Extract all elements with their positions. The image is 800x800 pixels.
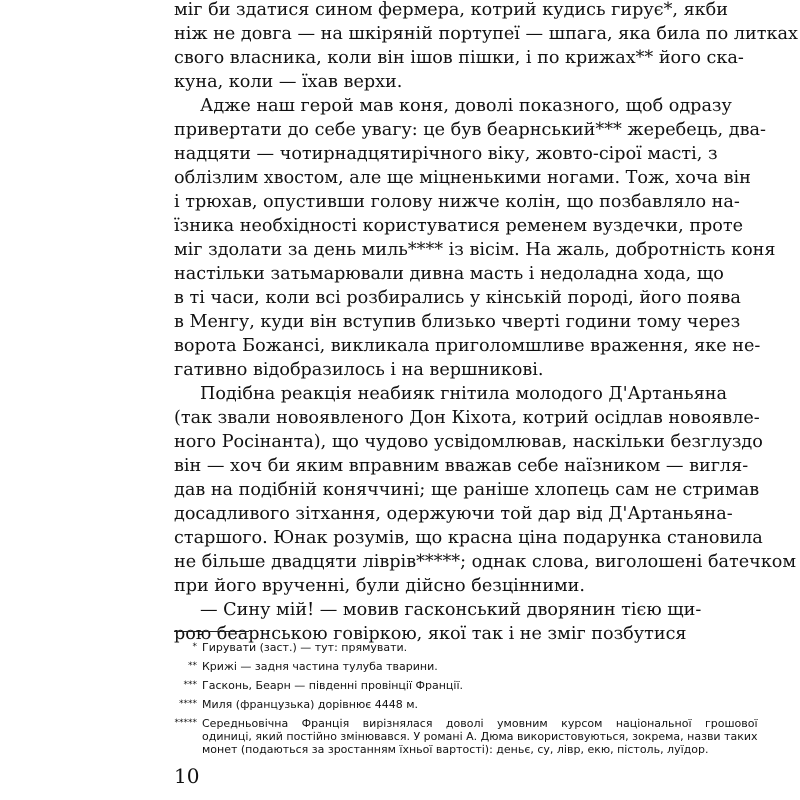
text-line: дав на подібній коняччині; ще раніше хлопець сам не стримав xyxy=(174,480,760,500)
text-line: рою беарнською говіркою, якої так і не зміг позбутися xyxy=(174,624,687,644)
text-line: при його врученні, були дійсно безцінними. xyxy=(174,576,585,596)
footnote-mark: ***** xyxy=(174,718,197,728)
text-line: ворота Божансі, викликала приголомшливе враження, яке не- xyxy=(174,336,761,356)
footnote-mark: *** xyxy=(183,680,197,690)
paragraph xyxy=(174,0,798,94)
text-line: в Менгу, куди він вступив близько чверті години тому через xyxy=(174,312,741,332)
text-line: свого власника, коли він ішов пішки, і по крижах** його ска- xyxy=(174,48,744,68)
paragraph xyxy=(174,382,797,598)
footnote-mark: **** xyxy=(179,699,197,709)
main-text xyxy=(174,0,798,646)
paragraph xyxy=(174,598,702,646)
text-line: в ті часи, коли всі розбирались у кінській породі, його поява xyxy=(174,288,741,308)
paragraph xyxy=(174,94,776,382)
text-line: ніж не довга — на шкіряній портупеї — шпага, яка била по литках xyxy=(174,24,798,44)
footnote-text: Крижі — задня частина тулуба тварини. xyxy=(202,660,438,673)
text-line: не більше двадцяти ліврів*****; однак слова, виголошені батечком xyxy=(174,552,797,572)
footnote xyxy=(174,717,758,756)
footnote-mark: * xyxy=(192,642,197,652)
footnote xyxy=(174,660,626,673)
text-line: міг би здатися сином фермера, котрий кудись гирує*, якби xyxy=(174,0,728,20)
text-line: облізлим хвостом, але ще міцненькими ногами. Тож, хоча він xyxy=(174,168,751,188)
footnote-text: Середньовічна Франція вирізнялася доволі умовним курсом національної грошової xyxy=(202,717,758,730)
footnote-separator xyxy=(174,631,249,632)
text-line: міг здолати за день миль**** із вісім. На жаль, добротність коня xyxy=(174,240,776,260)
footnote xyxy=(174,641,626,654)
text-line: досадливого зітхання, одержуючи той дар від Д'Артаньяна- xyxy=(174,504,733,524)
text-line: (так звали новоявленого Дон Кіхота, котрий осідлав новоявле- xyxy=(174,408,760,428)
text-line: ного Росінанта), що чудово усвідомлював, наскільки безглуздо xyxy=(174,432,763,452)
text-line: надцяти — чотирнадцятирічного віку, жовто-сірої масті, з xyxy=(174,144,718,164)
text-line: і трюхав, опустивши голову нижче колін, що позбавляло на- xyxy=(174,192,740,212)
footnotes xyxy=(174,641,758,762)
footnote xyxy=(174,698,626,711)
footnote-text: Гирувати (заст.) — тут: прямувати. xyxy=(202,641,408,654)
footnote-text: монет (подаються за зростанням їхньої вартості): деньє, су, лівр, екю, пістоль, луїдор. xyxy=(202,743,709,756)
page-number: 10 xyxy=(174,764,200,788)
text-line: настільки затьмарювали дивна масть і недоладна хода, що xyxy=(174,264,724,284)
text-line: старшого. Юнак розумів, що красна ціна подарунка становила xyxy=(174,528,763,548)
footnote xyxy=(174,679,626,692)
footnote-text: Миля (французька) дорівнює 4448 м. xyxy=(202,698,419,711)
text-line: гативно відобразилось і на вершникові. xyxy=(174,360,544,380)
text-line: привертати до себе увагу: це був беарнський*** жеребець, два- xyxy=(174,120,766,140)
footnote-text: одиниці, який постійно змінювався. У романі А. Дюма використовуються, зокрема, назви таких xyxy=(202,730,758,743)
text-line: — Сину мій! — мовив гасконський дворянин тією щи- xyxy=(200,600,702,620)
text-line: куна, коли — їхав верхи. xyxy=(174,72,403,92)
text-line: він — хоч би яким вправним вважав себе наїзником — вигля- xyxy=(174,456,749,476)
text-line: їзника необхідності користуватися ременем вуздечки, проте xyxy=(174,216,744,236)
text-line: Подібна реакція неабияк гнітила молодого Д'Артаньяна xyxy=(200,384,727,404)
footnote-text: Гасконь, Беарн — південні провінції Франції. xyxy=(202,679,464,692)
footnote-mark: ** xyxy=(188,661,197,671)
text-line: Адже наш герой мав коня, доволі показного, щоб одразу xyxy=(200,96,732,116)
